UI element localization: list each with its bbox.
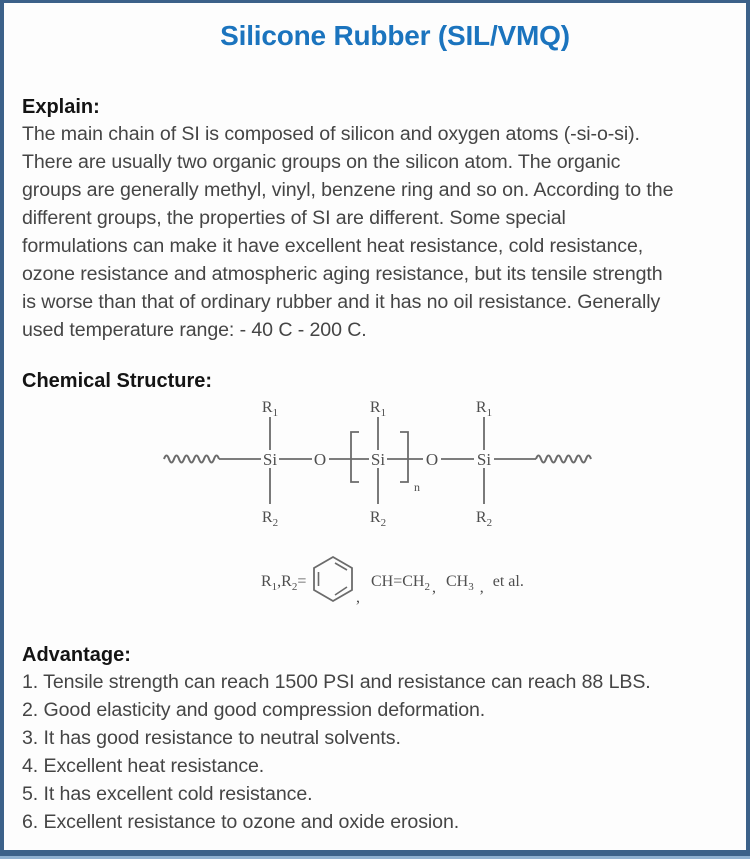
paragraph-line: is worse than that of ordinary rubber and it has no oil resistance. Generally xyxy=(22,291,661,313)
o-atom: O xyxy=(425,450,439,469)
paragraph-line: different groups, the properties of SI are different. Some special xyxy=(22,207,566,229)
r2-label: $R_2$ xyxy=(369,509,387,529)
explain-paragraph xyxy=(22,120,728,344)
n-subscript: n xyxy=(414,480,420,494)
advantage-item: 6. Excellent resistance to ozone and oxide erosion. xyxy=(22,811,460,833)
advantage-item: 1. Tensile strength can reach 1500 PSI and resistance can reach 88 LBS. xyxy=(22,671,651,693)
bracket-left xyxy=(351,432,359,482)
o-atom: O xyxy=(313,450,327,469)
paragraph-line: The main chain of SI is composed of silicon and oxygen atoms (-si-o-si). xyxy=(22,123,640,145)
paragraph-line: used temperature range: - 40 C - 200 C. xyxy=(22,319,367,341)
si-atom: Si xyxy=(262,450,278,469)
bracket-right xyxy=(400,432,408,482)
substituent-formulas: $CH=CH_2$ , $CH_3$ , et al. xyxy=(371,573,524,596)
advantage-item: 5. It has excellent cold resistance. xyxy=(22,783,313,805)
r2-label: $R_2$ xyxy=(261,509,279,529)
advantage-item: 4. Excellent heat resistance. xyxy=(22,755,265,777)
paragraph-line: formulations can make it have excellent heat resistance, cold resistance, xyxy=(22,235,644,257)
chemical-structure-diagram xyxy=(22,394,728,622)
advantage-list xyxy=(22,668,728,836)
r1-label: $R_1$ xyxy=(369,399,387,419)
benzene-ring xyxy=(314,557,352,601)
si-atom: Si xyxy=(370,450,386,469)
page-title: Silicone Rubber (SIL/VMQ) xyxy=(220,20,570,51)
paragraph-line: groups are generally methyl, vinyl, benzene ring and so on. According to the xyxy=(22,179,674,201)
silicone-polymer-structure xyxy=(153,394,613,622)
wavy-bond-right xyxy=(536,456,591,463)
explain-heading: Explain: xyxy=(22,96,100,118)
benzene-double-bonds xyxy=(319,563,348,595)
r1-label: $R_1$ xyxy=(261,399,279,419)
wavy-bond-left xyxy=(164,456,219,463)
r1-label: $R_1$ xyxy=(475,399,493,419)
paragraph-line: ozone resistance and atmospheric aging resistance, but its tensile strength xyxy=(22,263,663,285)
r2-label: $R_2$ xyxy=(475,509,493,529)
si-atom: Si xyxy=(476,450,492,469)
chemical-structure-heading: Chemical Structure: xyxy=(22,370,213,392)
advantage-heading: Advantage: xyxy=(22,644,131,666)
ring-comma: , xyxy=(356,589,360,606)
paragraph-line: There are usually two organic groups on the silicon atom. The organic xyxy=(22,151,621,173)
advantage-item: 2. Good elasticity and good compression deformation. xyxy=(22,699,486,721)
advantage-item: 3. It has good resistance to neutral solvents. xyxy=(22,727,401,749)
r-groups-assignment: $R_1,R_2=$ xyxy=(261,573,307,593)
